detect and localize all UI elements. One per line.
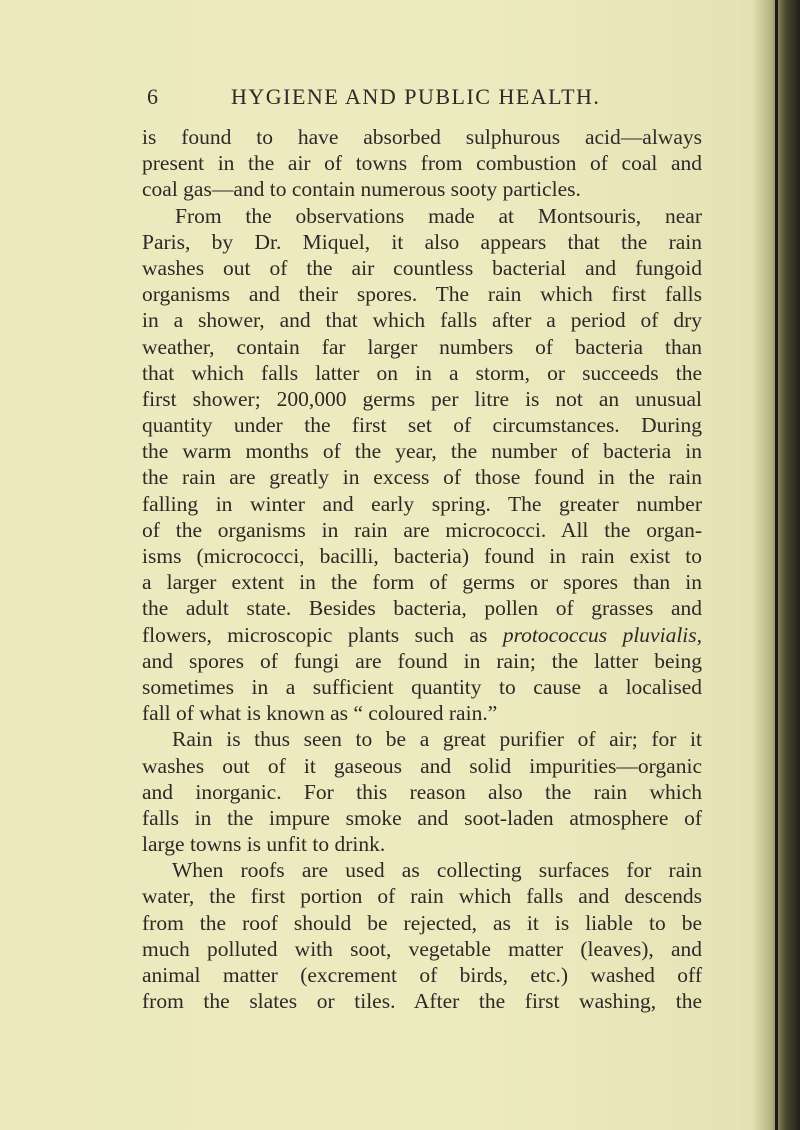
text-line: first shower; 200,000 germs per litre is not an unusual xyxy=(142,386,702,411)
text-line: organisms and their spores. The rain which first falls xyxy=(142,282,702,307)
body-text xyxy=(142,124,702,1014)
page-number: 6 xyxy=(147,84,160,109)
text-line: fall of what is known as “ coloured rain.” xyxy=(142,701,498,726)
text-line: in a shower, and that which falls after a period of dry xyxy=(142,308,702,333)
running-title: HYGIENE AND PUBLIC HEALTH. xyxy=(231,84,601,109)
page-header xyxy=(0,84,800,114)
text-line: from the roof should be rejected, as it is liable to be xyxy=(142,910,702,935)
text-line: large towns is unfit to drink. xyxy=(142,832,386,857)
text-line: Paris, by Dr. Miquel, it also appears that the rain xyxy=(142,229,702,254)
text-line: When roofs are used as collecting surfaces for rain xyxy=(172,858,702,883)
text-line: is found to have absorbed sulphurous acid—always xyxy=(142,125,702,149)
text-line: the warm months of the year, the number of bacteria in xyxy=(142,439,702,464)
page-edge-line xyxy=(775,0,778,1130)
text-line: and inorganic. For this reason also the rain which xyxy=(142,779,702,804)
text-line: the adult state. Besides bacteria, pollen of grasses and xyxy=(142,596,702,621)
text-line: falling in winter and early spring. The greater number xyxy=(142,491,702,516)
text-line: animal matter (excrement of birds, etc.) washed off xyxy=(142,963,702,987)
text-line: water, the first portion of rain which falls and descends xyxy=(142,884,702,909)
text-line: the rain are greatly in excess of those found in the rain xyxy=(142,465,702,490)
text-line: falls in the impure smoke and soot-laden atmosphere of xyxy=(142,805,702,830)
text-line: of the organisms in rain are micrococci. All the organ- xyxy=(142,517,702,542)
text-line: weather, contain far larger numbers of bacteria than xyxy=(142,334,702,359)
text-line: isms (micrococci, bacilli, bacteria) found in rain exist to xyxy=(142,544,702,568)
text-line: much polluted with soot, vegetable matter (leaves), and xyxy=(142,936,702,961)
text-line: coal gas—and to contain numerous sooty particles. xyxy=(142,177,581,202)
italic-term: protococcus pluvialis, xyxy=(502,622,703,647)
text-line: sometimes in a sufficient quantity to cause a localised xyxy=(142,674,702,699)
text-line: a larger extent in the form of germs or spores than in xyxy=(142,570,702,595)
text-fragment: flowers, microscopic plants such as xyxy=(142,622,488,647)
text-line: Rain is thus seen to be a great purifier of air; for it xyxy=(172,727,702,752)
text-line: and spores of fungi are found in rain; the latter being xyxy=(142,648,702,673)
text-line: quantity under the first set of circumstances. During xyxy=(142,413,702,438)
text-line: present in the air of towns from combustion of coal and xyxy=(142,151,702,176)
text-line-with-italic xyxy=(142,622,702,648)
text-line: washes out of the air countless bacterial and fungoid xyxy=(142,255,702,280)
text-line: washes out of it gaseous and solid impurities—organic xyxy=(142,753,702,778)
text-line: that which falls latter on in a storm, or succeeds the xyxy=(142,360,702,385)
text-line: From the observations made at Montsouris, near xyxy=(175,203,702,228)
text-line: from the slates or tiles. After the first washing, the xyxy=(142,989,702,1014)
